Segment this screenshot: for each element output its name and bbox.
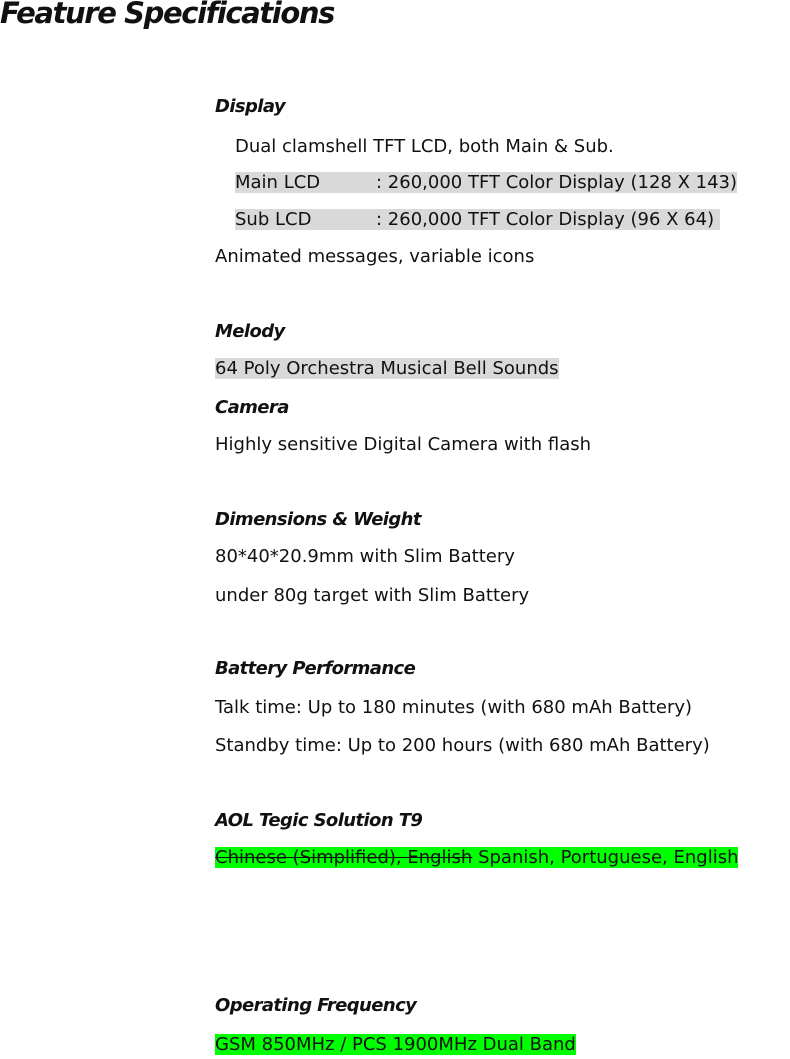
dimensions-weight: under 80g target with Slim Battery [215,585,530,606]
main-lcd-row [235,171,737,195]
t9-new-text: Spanish, Portuguese, English [472,847,739,868]
battery-standby: Standby time: Up to 200 hours (with 680 mAh Battery) [215,735,710,756]
t9-row [215,846,738,870]
main-lcd-label: Main LCD [235,172,321,193]
frequency-row [215,1033,576,1057]
page-title: Feature Specifications [0,0,334,30]
t9-struck-text: Chinese (Simplified), English [215,847,473,868]
frequency-text: GSM 850MHz / PCS 1900MHz Dual Band [215,1034,576,1055]
sub-lcd-row [235,208,720,232]
sub-lcd-value: : 260,000 TFT Color Display (96 X 64) [376,209,715,230]
main-lcd-value: : 260,000 TFT Color Display (128 X 143) [376,172,738,193]
t9-highlight [215,847,738,868]
sub-lcd-label: Sub LCD [235,209,312,230]
battery-talk: Talk time: Up to 180 minutes (with 680 mAh Battery) [215,697,693,718]
dimensions-heading: Dimensions & Weight [215,509,421,530]
display-animated: Animated messages, variable icons [215,246,535,267]
melody-heading: Melody [215,321,285,342]
camera-text: Highly sensitive Digital Camera with flash [215,434,592,455]
melody-text: 64 Poly Orchestra Musical Bell Sounds [215,358,559,379]
battery-heading: Battery Performance [215,658,416,679]
main-lcd-highlight [235,172,737,193]
dimensions-size: 80*40*20.9mm with Slim Battery [215,546,515,567]
display-heading: Display [215,96,286,117]
frequency-heading: Operating Frequency [215,995,417,1016]
camera-heading: Camera [215,397,289,418]
display-description: Dual clamshell TFT LCD, both Main & Sub. [235,136,614,157]
t9-heading: AOL Tegic Solution T9 [215,810,423,831]
sub-lcd-highlight [235,209,720,230]
melody-row [215,357,559,381]
